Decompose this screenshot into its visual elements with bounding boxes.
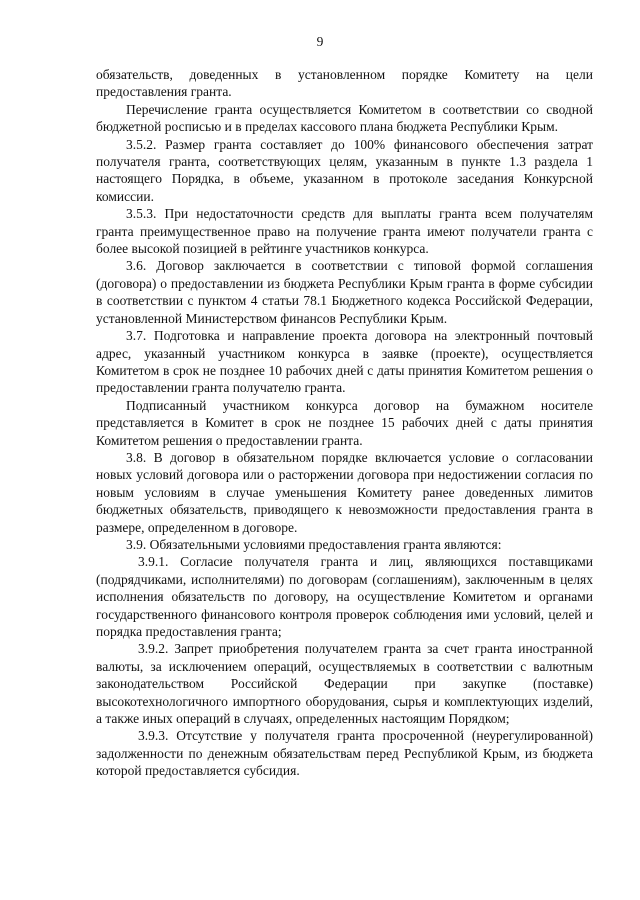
paragraph-signed-contract: Подписанный участником конкурса договор на бумажном носителе представляется в Комитет в срок не позднее 15 рабочих дней с даты принятия Комитетом решения о предоставлении гранта. (96, 397, 593, 448)
paragraph-3-9: 3.9. Обязательными условиями предоставления гранта являются: (126, 536, 502, 552)
paragraph-3-9-3: 3.9.3. Отсутствие у получателя гранта просроченной (неурегулированной) задолженности по денежным обязательствам перед Республикой Крым, из бюджета которой предоставляется субсидия. (96, 728, 593, 779)
paragraph-3-9-1: 3.9.1. Согласие получателя гранта и лиц, являющихся поставщиками (подрядчиками, исполнителями) по договорам (соглашениям), заключенным в целях исполнения обязательств по договору, на осуществление Комитетом и органами государственного финансового контроля проверок соблюдения ими условий, целей и порядка предоставления гранта; (96, 554, 593, 639)
paragraph-grant-transfer: Перечисление гранта осуществляется Комитетом в соответствии со сводной бюджетной росписью и в пределах кассового плана бюджета Республики Крым. (96, 101, 593, 135)
paragraph-3-9-2: 3.9.2. Запрет приобретения получателем гранта за счет гранта иностранной валюты, за исключением операций, осуществляемых в соответствии с валютным законодательством Российской Федерации при закупке (поставке) высокотехнологичного импортного оборудования, сырья и комплектующих изделий, а также иных операций в случаях, определенных настоящим Порядком; (96, 641, 593, 727)
paragraph-3-5-3: 3.5.3. При недостаточности средств для выплаты гранта всем получателям гранта преимущественное право на получение гранта имеют получатели гранта с более высокой позицией в рейтинге участников конкурса. (96, 206, 593, 257)
document-body (96, 66, 593, 780)
paragraph-continuation: обязательств, доведенных в установленном порядке Комитету на цели предоставления гранта. (96, 67, 593, 100)
paragraph-3-8: 3.8. В договор в обязательном порядке включается условие о согласовании новых условий договора или о расторжении договора при недостижении согласия по новым условиям в случае уменьшения Комитету ранее доведенных лимитов бюджетных обязательств, приводящего к невозможности предоставления гранта в размере, определенном в договоре. (96, 449, 593, 535)
paragraph-3-6: 3.6. Договор заключается в соответствии с типовой формой соглашения (договора) о предоставлении из бюджета Республики Крым гранта в форме субсидии в соответствии с пунктом 4 статьи 78.1 Бюджетного кодекса Российской Федерации, установленной Министерством финансов Республики Крым. (96, 258, 593, 326)
page-number: 9 (316, 34, 324, 49)
paragraph-3-5-2: 3.5.2. Размер гранта составляет до 100% финансового обеспечения затрат получателя гранта, соответствующих целям, указанным в пункте 1.3 раздела 1 настоящего Порядка, в объеме, указанном в протоколе заседания Конкурсной комиссии. (96, 136, 593, 204)
paragraph-3-7: 3.7. Подготовка и направление проекта договора на электронный почтовый адрес, указанный участником конкурса в заявке (проекте), осуществляется Комитетом в срок не позднее 10 рабочих дней с даты принятия Комитетом решения о предоставлении гранта получателю гранта. (96, 328, 593, 396)
